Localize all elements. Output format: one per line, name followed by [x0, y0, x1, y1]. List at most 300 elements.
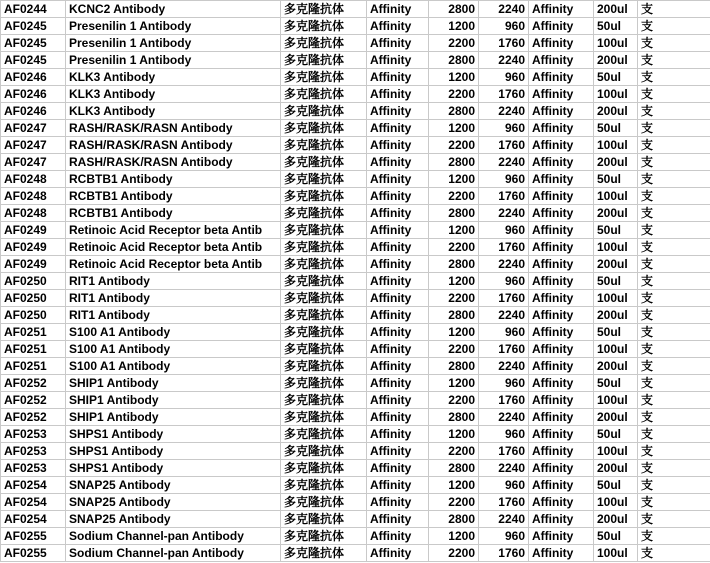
unit-cell[interactable]: 支	[638, 375, 710, 392]
brand-cell[interactable]: Affinity	[367, 341, 429, 358]
brand-cell[interactable]: Affinity	[367, 324, 429, 341]
list-price-cell[interactable]: 1200	[429, 477, 479, 494]
brand-cell[interactable]: Affinity	[367, 239, 429, 256]
product-name-cell[interactable]: KLK3 Antibody	[66, 69, 281, 86]
catalog-number-cell[interactable]: AF0254	[1, 477, 66, 494]
list-price-cell[interactable]: 2200	[429, 545, 479, 562]
sale-price-cell[interactable]: 2240	[479, 103, 529, 120]
list-price-cell[interactable]: 2800	[429, 256, 479, 273]
type-cell[interactable]: 多克隆抗体	[281, 256, 367, 273]
sale-price-cell[interactable]: 2240	[479, 205, 529, 222]
list-price-cell[interactable]: 2200	[429, 494, 479, 511]
catalog-number-cell[interactable]: AF0249	[1, 239, 66, 256]
list-price-cell[interactable]: 2200	[429, 137, 479, 154]
product-name-cell[interactable]: Retinoic Acid Receptor beta Antib	[66, 222, 281, 239]
type-cell[interactable]: 多克隆抗体	[281, 443, 367, 460]
brand-cell[interactable]: Affinity	[367, 545, 429, 562]
supplier-cell[interactable]: Affinity	[529, 35, 594, 52]
catalog-number-cell[interactable]: AF0251	[1, 341, 66, 358]
product-name-cell[interactable]: S100 A1 Antibody	[66, 358, 281, 375]
type-cell[interactable]: 多克隆抗体	[281, 477, 367, 494]
sale-price-cell[interactable]: 960	[479, 324, 529, 341]
supplier-cell[interactable]: Affinity	[529, 205, 594, 222]
volume-cell[interactable]: 50ul	[594, 477, 638, 494]
catalog-number-cell[interactable]: AF0255	[1, 545, 66, 562]
product-name-cell[interactable]: KLK3 Antibody	[66, 86, 281, 103]
type-cell[interactable]: 多克隆抗体	[281, 273, 367, 290]
type-cell[interactable]: 多克隆抗体	[281, 171, 367, 188]
sale-price-cell[interactable]: 1760	[479, 239, 529, 256]
list-price-cell[interactable]: 1200	[429, 69, 479, 86]
product-name-cell[interactable]: SNAP25 Antibody	[66, 477, 281, 494]
brand-cell[interactable]: Affinity	[367, 69, 429, 86]
volume-cell[interactable]: 50ul	[594, 528, 638, 545]
table-row	[1, 52, 710, 69]
supplier-cell[interactable]: Affinity	[529, 494, 594, 511]
sale-price-cell[interactable]: 2240	[479, 154, 529, 171]
catalog-number-cell[interactable]: AF0246	[1, 86, 66, 103]
catalog-number-cell[interactable]: AF0255	[1, 528, 66, 545]
unit-cell[interactable]: 支	[638, 239, 710, 256]
product-name-cell[interactable]: RIT1 Antibody	[66, 290, 281, 307]
volume-cell[interactable]: 100ul	[594, 35, 638, 52]
catalog-number-cell[interactable]: AF0250	[1, 307, 66, 324]
supplier-cell[interactable]: Affinity	[529, 358, 594, 375]
brand-cell[interactable]: Affinity	[367, 409, 429, 426]
unit-cell[interactable]: 支	[638, 18, 710, 35]
brand-cell[interactable]: Affinity	[367, 290, 429, 307]
brand-cell[interactable]: Affinity	[367, 86, 429, 103]
type-cell[interactable]: 多克隆抗体	[281, 494, 367, 511]
supplier-cell[interactable]: Affinity	[529, 426, 594, 443]
list-price-cell[interactable]: 2200	[429, 443, 479, 460]
volume-cell[interactable]: 50ul	[594, 120, 638, 137]
volume-cell[interactable]: 100ul	[594, 290, 638, 307]
sale-price-cell[interactable]: 1760	[479, 392, 529, 409]
brand-cell[interactable]: Affinity	[367, 52, 429, 69]
list-price-cell[interactable]: 1200	[429, 324, 479, 341]
brand-cell[interactable]: Affinity	[367, 154, 429, 171]
unit-cell[interactable]: 支	[638, 171, 710, 188]
unit-cell[interactable]: 支	[638, 545, 710, 562]
product-name-cell[interactable]: RCBTB1 Antibody	[66, 171, 281, 188]
type-cell[interactable]: 多克隆抗体	[281, 52, 367, 69]
unit-cell[interactable]: 支	[638, 222, 710, 239]
catalog-number-cell[interactable]: AF0252	[1, 375, 66, 392]
sale-price-cell[interactable]: 960	[479, 69, 529, 86]
list-price-cell[interactable]: 1200	[429, 426, 479, 443]
unit-cell[interactable]: 支	[638, 494, 710, 511]
volume-cell[interactable]: 50ul	[594, 222, 638, 239]
supplier-cell[interactable]: Affinity	[529, 290, 594, 307]
unit-cell[interactable]: 支	[638, 205, 710, 222]
product-name-cell[interactable]: Retinoic Acid Receptor beta Antib	[66, 239, 281, 256]
sale-price-cell[interactable]: 1760	[479, 137, 529, 154]
volume-cell[interactable]: 200ul	[594, 307, 638, 324]
volume-cell[interactable]: 50ul	[594, 375, 638, 392]
unit-cell[interactable]: 支	[638, 409, 710, 426]
sale-price-cell[interactable]: 2240	[479, 409, 529, 426]
list-price-cell[interactable]: 2800	[429, 1, 479, 18]
product-name-cell[interactable]: SNAP25 Antibody	[66, 494, 281, 511]
table-row	[1, 545, 710, 562]
catalog-number-cell[interactable]: AF0249	[1, 222, 66, 239]
type-cell[interactable]: 多克隆抗体	[281, 86, 367, 103]
supplier-cell[interactable]: Affinity	[529, 86, 594, 103]
type-cell[interactable]: 多克隆抗体	[281, 188, 367, 205]
type-cell[interactable]: 多克隆抗体	[281, 222, 367, 239]
unit-cell[interactable]: 支	[638, 477, 710, 494]
catalog-number-cell[interactable]: AF0245	[1, 52, 66, 69]
volume-cell[interactable]: 100ul	[594, 494, 638, 511]
sale-price-cell[interactable]: 2240	[479, 358, 529, 375]
catalog-number-cell[interactable]: AF0251	[1, 358, 66, 375]
unit-cell[interactable]: 支	[638, 460, 710, 477]
catalog-number-cell[interactable]: AF0254	[1, 511, 66, 528]
list-price-cell[interactable]: 2800	[429, 511, 479, 528]
unit-cell[interactable]: 支	[638, 443, 710, 460]
brand-cell[interactable]: Affinity	[367, 120, 429, 137]
list-price-cell[interactable]: 2800	[429, 205, 479, 222]
supplier-cell[interactable]: Affinity	[529, 52, 594, 69]
sale-price-cell[interactable]: 1760	[479, 443, 529, 460]
unit-cell[interactable]: 支	[638, 69, 710, 86]
sale-price-cell[interactable]: 2240	[479, 460, 529, 477]
brand-cell[interactable]: Affinity	[367, 528, 429, 545]
brand-cell[interactable]: Affinity	[367, 477, 429, 494]
volume-cell[interactable]: 100ul	[594, 545, 638, 562]
product-name-cell[interactable]: RIT1 Antibody	[66, 307, 281, 324]
sale-price-cell[interactable]: 1760	[479, 35, 529, 52]
brand-cell[interactable]: Affinity	[367, 511, 429, 528]
unit-cell[interactable]: 支	[638, 358, 710, 375]
product-name-cell[interactable]: SHIP1 Antibody	[66, 409, 281, 426]
catalog-number-cell[interactable]: AF0248	[1, 171, 66, 188]
sale-price-cell[interactable]: 960	[479, 375, 529, 392]
list-price-cell[interactable]: 2200	[429, 35, 479, 52]
list-price-cell[interactable]: 1200	[429, 375, 479, 392]
list-price-cell[interactable]: 2200	[429, 392, 479, 409]
unit-cell[interactable]: 支	[638, 86, 710, 103]
list-price-cell[interactable]: 2200	[429, 239, 479, 256]
product-name-cell[interactable]: Presenilin 1 Antibody	[66, 18, 281, 35]
catalog-number-cell[interactable]: AF0248	[1, 205, 66, 222]
volume-cell[interactable]: 200ul	[594, 460, 638, 477]
unit-cell[interactable]: 支	[638, 35, 710, 52]
unit-cell[interactable]: 支	[638, 52, 710, 69]
sale-price-cell[interactable]: 960	[479, 477, 529, 494]
brand-cell[interactable]: Affinity	[367, 307, 429, 324]
volume-cell[interactable]: 200ul	[594, 256, 638, 273]
list-price-cell[interactable]: 1200	[429, 273, 479, 290]
catalog-number-cell[interactable]: AF0246	[1, 103, 66, 120]
type-cell[interactable]: 多克隆抗体	[281, 69, 367, 86]
list-price-cell[interactable]: 2800	[429, 460, 479, 477]
brand-cell[interactable]: Affinity	[367, 392, 429, 409]
volume-cell[interactable]: 200ul	[594, 409, 638, 426]
unit-cell[interactable]: 支	[638, 307, 710, 324]
volume-cell[interactable]: 100ul	[594, 392, 638, 409]
type-cell[interactable]: 多克隆抗体	[281, 154, 367, 171]
product-name-cell[interactable]: Presenilin 1 Antibody	[66, 52, 281, 69]
type-cell[interactable]: 多克隆抗体	[281, 103, 367, 120]
list-price-cell[interactable]: 1200	[429, 171, 479, 188]
unit-cell[interactable]: 支	[638, 188, 710, 205]
type-cell[interactable]: 多克隆抗体	[281, 290, 367, 307]
product-name-cell[interactable]: RIT1 Antibody	[66, 273, 281, 290]
supplier-cell[interactable]: Affinity	[529, 69, 594, 86]
volume-cell[interactable]: 200ul	[594, 1, 638, 18]
type-cell[interactable]: 多克隆抗体	[281, 426, 367, 443]
unit-cell[interactable]: 支	[638, 1, 710, 18]
type-cell[interactable]: 多克隆抗体	[281, 35, 367, 52]
sale-price-cell[interactable]: 2240	[479, 511, 529, 528]
list-price-cell[interactable]: 2800	[429, 409, 479, 426]
volume-cell[interactable]: 100ul	[594, 341, 638, 358]
list-price-cell[interactable]: 1200	[429, 18, 479, 35]
supplier-cell[interactable]: Affinity	[529, 256, 594, 273]
catalog-number-cell[interactable]: AF0248	[1, 188, 66, 205]
catalog-number-cell[interactable]: AF0253	[1, 426, 66, 443]
list-price-cell[interactable]: 2800	[429, 307, 479, 324]
sale-price-cell[interactable]: 1760	[479, 341, 529, 358]
type-cell[interactable]: 多克隆抗体	[281, 205, 367, 222]
product-name-cell[interactable]: SHPS1 Antibody	[66, 426, 281, 443]
list-price-cell[interactable]: 2800	[429, 103, 479, 120]
catalog-number-cell[interactable]: AF0247	[1, 154, 66, 171]
volume-cell[interactable]: 200ul	[594, 103, 638, 120]
brand-cell[interactable]: Affinity	[367, 426, 429, 443]
list-price-cell[interactable]: 2800	[429, 154, 479, 171]
type-cell[interactable]: 多克隆抗体	[281, 375, 367, 392]
volume-cell[interactable]: 50ul	[594, 18, 638, 35]
type-cell[interactable]: 多克隆抗体	[281, 460, 367, 477]
sale-price-cell[interactable]: 1760	[479, 188, 529, 205]
list-price-cell[interactable]: 2200	[429, 86, 479, 103]
brand-cell[interactable]: Affinity	[367, 1, 429, 18]
product-name-cell[interactable]: SHPS1 Antibody	[66, 460, 281, 477]
supplier-cell[interactable]: Affinity	[529, 171, 594, 188]
sale-price-cell[interactable]: 960	[479, 426, 529, 443]
volume-cell[interactable]: 200ul	[594, 511, 638, 528]
product-name-cell[interactable]: RASH/RASK/RASN Antibody	[66, 120, 281, 137]
catalog-number-cell[interactable]: AF0254	[1, 494, 66, 511]
catalog-number-cell[interactable]: AF0247	[1, 120, 66, 137]
brand-cell[interactable]: Affinity	[367, 375, 429, 392]
catalog-number-cell[interactable]: AF0244	[1, 1, 66, 18]
unit-cell[interactable]: 支	[638, 120, 710, 137]
supplier-cell[interactable]: Affinity	[529, 137, 594, 154]
supplier-cell[interactable]: Affinity	[529, 1, 594, 18]
brand-cell[interactable]: Affinity	[367, 256, 429, 273]
volume-cell[interactable]: 50ul	[594, 426, 638, 443]
type-cell[interactable]: 多克隆抗体	[281, 18, 367, 35]
volume-cell[interactable]: 50ul	[594, 324, 638, 341]
sale-price-cell[interactable]: 960	[479, 171, 529, 188]
sale-price-cell[interactable]: 2240	[479, 1, 529, 18]
catalog-number-cell[interactable]: AF0246	[1, 69, 66, 86]
type-cell[interactable]: 多克隆抗体	[281, 324, 367, 341]
list-price-cell[interactable]: 2200	[429, 341, 479, 358]
type-cell[interactable]: 多克隆抗体	[281, 137, 367, 154]
supplier-cell[interactable]: Affinity	[529, 341, 594, 358]
brand-cell[interactable]: Affinity	[367, 273, 429, 290]
brand-cell[interactable]: Affinity	[367, 205, 429, 222]
sale-price-cell[interactable]: 960	[479, 273, 529, 290]
type-cell[interactable]: 多克隆抗体	[281, 528, 367, 545]
catalog-number-cell[interactable]: AF0252	[1, 392, 66, 409]
product-name-cell[interactable]: SNAP25 Antibody	[66, 511, 281, 528]
brand-cell[interactable]: Affinity	[367, 460, 429, 477]
supplier-cell[interactable]: Affinity	[529, 375, 594, 392]
unit-cell[interactable]: 支	[638, 137, 710, 154]
catalog-number-cell[interactable]: AF0250	[1, 273, 66, 290]
supplier-cell[interactable]: Affinity	[529, 103, 594, 120]
sale-price-cell[interactable]: 1760	[479, 290, 529, 307]
brand-cell[interactable]: Affinity	[367, 494, 429, 511]
list-price-cell[interactable]: 2200	[429, 188, 479, 205]
supplier-cell[interactable]: Affinity	[529, 545, 594, 562]
supplier-cell[interactable]: Affinity	[529, 409, 594, 426]
unit-cell[interactable]: 支	[638, 528, 710, 545]
product-name-cell[interactable]: S100 A1 Antibody	[66, 341, 281, 358]
type-cell[interactable]: 多克隆抗体	[281, 239, 367, 256]
unit-cell[interactable]: 支	[638, 154, 710, 171]
type-cell[interactable]: 多克隆抗体	[281, 409, 367, 426]
volume-cell[interactable]: 100ul	[594, 137, 638, 154]
catalog-number-cell[interactable]: AF0245	[1, 35, 66, 52]
catalog-number-cell[interactable]: AF0252	[1, 409, 66, 426]
type-cell[interactable]: 多克隆抗体	[281, 511, 367, 528]
brand-cell[interactable]: Affinity	[367, 188, 429, 205]
product-name-cell[interactable]: Retinoic Acid Receptor beta Antib	[66, 256, 281, 273]
product-name-cell[interactable]: KLK3 Antibody	[66, 103, 281, 120]
volume-cell[interactable]: 100ul	[594, 86, 638, 103]
list-price-cell[interactable]: 1200	[429, 222, 479, 239]
supplier-cell[interactable]: Affinity	[529, 239, 594, 256]
catalog-number-cell[interactable]: AF0249	[1, 256, 66, 273]
brand-cell[interactable]: Affinity	[367, 222, 429, 239]
supplier-cell[interactable]: Affinity	[529, 443, 594, 460]
brand-cell[interactable]: Affinity	[367, 103, 429, 120]
volume-cell[interactable]: 100ul	[594, 188, 638, 205]
product-name-cell[interactable]: KCNC2 Antibody	[66, 1, 281, 18]
type-cell[interactable]: 多克隆抗体	[281, 545, 367, 562]
volume-cell[interactable]: 200ul	[594, 205, 638, 222]
catalog-number-cell[interactable]: AF0253	[1, 460, 66, 477]
supplier-cell[interactable]: Affinity	[529, 460, 594, 477]
sale-price-cell[interactable]: 2240	[479, 52, 529, 69]
catalog-number-cell[interactable]: AF0245	[1, 18, 66, 35]
product-name-cell[interactable]: Sodium Channel-pan Antibody	[66, 528, 281, 545]
list-price-cell[interactable]: 1200	[429, 120, 479, 137]
supplier-cell[interactable]: Affinity	[529, 477, 594, 494]
brand-cell[interactable]: Affinity	[367, 18, 429, 35]
type-cell[interactable]: 多克隆抗体	[281, 341, 367, 358]
catalog-number-cell[interactable]: AF0250	[1, 290, 66, 307]
product-name-cell[interactable]: RCBTB1 Antibody	[66, 205, 281, 222]
unit-cell[interactable]: 支	[638, 341, 710, 358]
type-cell[interactable]: 多克隆抗体	[281, 392, 367, 409]
catalog-number-cell[interactable]: AF0247	[1, 137, 66, 154]
unit-cell[interactable]: 支	[638, 426, 710, 443]
brand-cell[interactable]: Affinity	[367, 137, 429, 154]
sale-price-cell[interactable]: 1760	[479, 86, 529, 103]
unit-cell[interactable]: 支	[638, 392, 710, 409]
sale-price-cell[interactable]: 2240	[479, 307, 529, 324]
product-name-cell[interactable]: RASH/RASK/RASN Antibody	[66, 154, 281, 171]
volume-cell[interactable]: 100ul	[594, 443, 638, 460]
product-name-cell[interactable]: SHIP1 Antibody	[66, 392, 281, 409]
supplier-cell[interactable]: Affinity	[529, 18, 594, 35]
product-name-cell[interactable]: Presenilin 1 Antibody	[66, 35, 281, 52]
unit-cell[interactable]: 支	[638, 103, 710, 120]
sale-price-cell[interactable]: 960	[479, 528, 529, 545]
product-name-cell[interactable]: Sodium Channel-pan Antibody	[66, 545, 281, 562]
type-cell[interactable]: 多克隆抗体	[281, 1, 367, 18]
volume-cell[interactable]: 200ul	[594, 358, 638, 375]
supplier-cell[interactable]: Affinity	[529, 511, 594, 528]
product-name-cell[interactable]: SHPS1 Antibody	[66, 443, 281, 460]
catalog-number-cell[interactable]: AF0251	[1, 324, 66, 341]
type-cell[interactable]: 多克隆抗体	[281, 120, 367, 137]
product-name-cell[interactable]: SHIP1 Antibody	[66, 375, 281, 392]
volume-cell[interactable]: 100ul	[594, 239, 638, 256]
supplier-cell[interactable]: Affinity	[529, 392, 594, 409]
table-row	[1, 375, 710, 392]
list-price-cell[interactable]: 2800	[429, 358, 479, 375]
brand-cell[interactable]: Affinity	[367, 443, 429, 460]
product-name-cell[interactable]: RASH/RASK/RASN Antibody	[66, 137, 281, 154]
sale-price-cell[interactable]: 960	[479, 222, 529, 239]
volume-cell[interactable]: 50ul	[594, 171, 638, 188]
volume-cell[interactable]: 50ul	[594, 69, 638, 86]
unit-cell[interactable]: 支	[638, 256, 710, 273]
product-name-cell[interactable]: S100 A1 Antibody	[66, 324, 281, 341]
supplier-cell[interactable]: Affinity	[529, 528, 594, 545]
volume-cell[interactable]: 200ul	[594, 154, 638, 171]
supplier-cell[interactable]: Affinity	[529, 120, 594, 137]
list-price-cell[interactable]: 2800	[429, 52, 479, 69]
supplier-cell[interactable]: Affinity	[529, 307, 594, 324]
product-name-cell[interactable]: RCBTB1 Antibody	[66, 188, 281, 205]
unit-cell[interactable]: 支	[638, 511, 710, 528]
unit-cell[interactable]: 支	[638, 273, 710, 290]
type-cell[interactable]: 多克隆抗体	[281, 307, 367, 324]
unit-cell[interactable]: 支	[638, 290, 710, 307]
supplier-cell[interactable]: Affinity	[529, 188, 594, 205]
brand-cell[interactable]: Affinity	[367, 358, 429, 375]
supplier-cell[interactable]: Affinity	[529, 154, 594, 171]
supplier-cell[interactable]: Affinity	[529, 222, 594, 239]
catalog-number-cell[interactable]: AF0253	[1, 443, 66, 460]
supplier-cell[interactable]: Affinity	[529, 324, 594, 341]
sale-price-cell[interactable]: 960	[479, 18, 529, 35]
type-cell[interactable]: 多克隆抗体	[281, 358, 367, 375]
volume-cell[interactable]: 200ul	[594, 52, 638, 69]
brand-cell[interactable]: Affinity	[367, 171, 429, 188]
list-price-cell[interactable]: 1200	[429, 528, 479, 545]
sale-price-cell[interactable]: 1760	[479, 494, 529, 511]
brand-cell[interactable]: Affinity	[367, 35, 429, 52]
list-price-cell[interactable]: 2200	[429, 290, 479, 307]
sale-price-cell[interactable]: 1760	[479, 545, 529, 562]
unit-cell[interactable]: 支	[638, 324, 710, 341]
supplier-cell[interactable]: Affinity	[529, 273, 594, 290]
sale-price-cell[interactable]: 960	[479, 120, 529, 137]
sale-price-cell[interactable]: 2240	[479, 256, 529, 273]
volume-cell[interactable]: 50ul	[594, 273, 638, 290]
